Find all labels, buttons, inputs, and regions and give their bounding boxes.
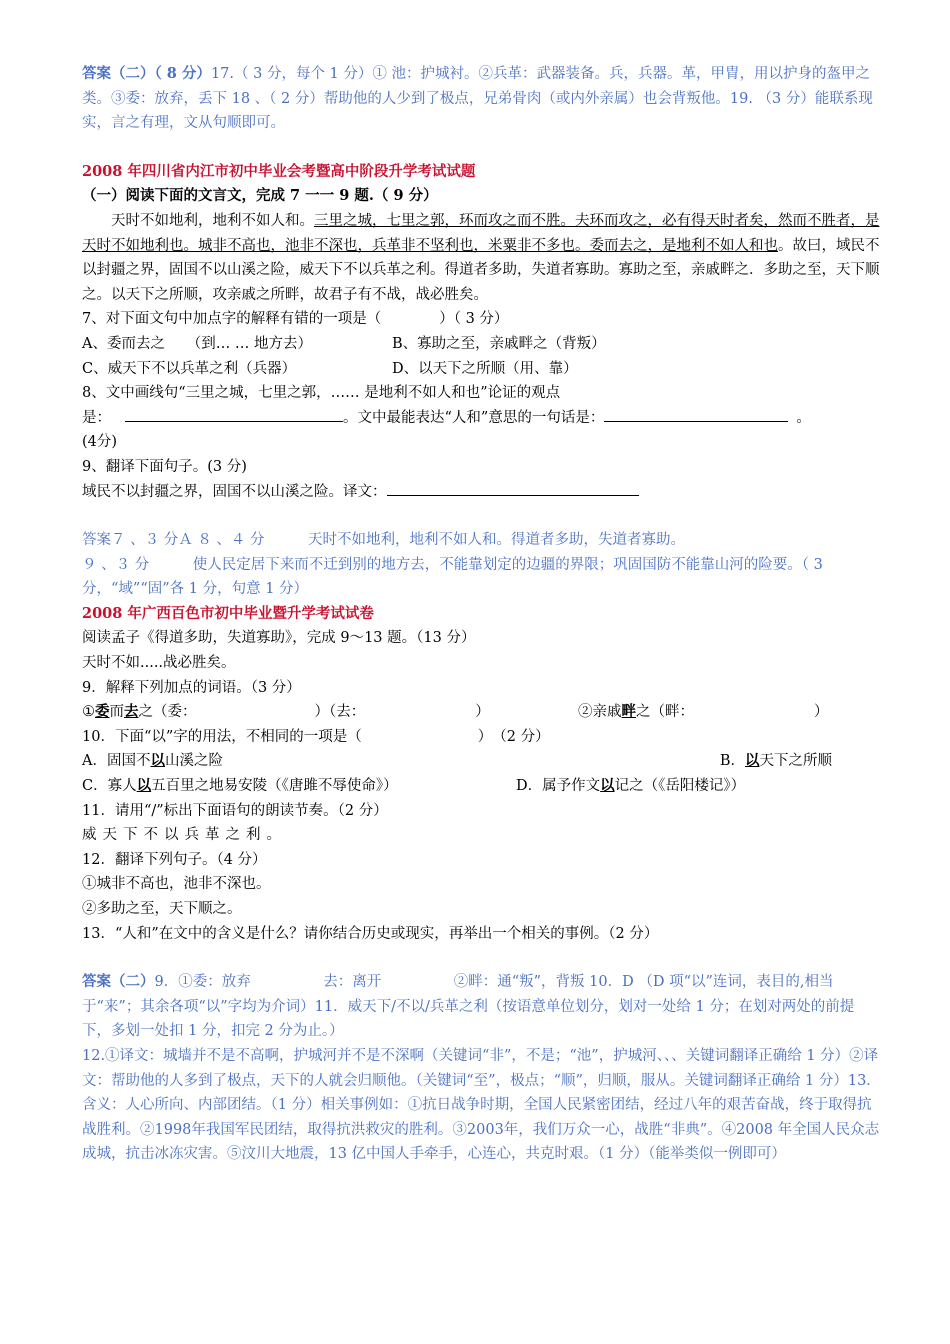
spacer xyxy=(82,946,882,970)
q10-option-b xyxy=(720,749,832,774)
q8-label-c: 。 xyxy=(796,409,811,426)
answer-block-3 xyxy=(82,970,882,1044)
option-text: 山溪之险 xyxy=(164,753,223,770)
q7-option-d: D、以天下之所顺（用、靠） xyxy=(392,360,578,377)
question-9: 9、翻译下面句子。(3 分) xyxy=(82,458,247,475)
answer-lead: 答案（二） xyxy=(82,973,155,991)
dotted-word: 去 xyxy=(124,703,139,721)
q9-items xyxy=(82,700,882,725)
question-12-item-1: ①城非不高也，池非不深也。 xyxy=(82,876,271,893)
question-8-line-1: 8、文中画线句“三里之城，七里之郭，…… 是地利不如人和也”论证的观点 xyxy=(82,385,561,402)
option-text: C．寡人 xyxy=(82,778,137,795)
q10-option-d xyxy=(516,774,745,799)
dotted-word: 畔 xyxy=(621,703,636,721)
option-text: A．固国不 xyxy=(82,753,151,770)
q10-options-row-1 xyxy=(82,749,832,774)
dotted-word: 以 xyxy=(136,777,152,795)
section-title-neijiang: 2008 年四川省内江市初中毕业会考暨高中阶段升学考试试题 xyxy=(82,162,476,180)
q7-option-b: B、寡助之至，亲戚畔之（背叛） xyxy=(392,335,606,352)
spacer xyxy=(82,136,882,160)
item-text: ②亲戚 xyxy=(578,704,622,721)
item-text: ） xyxy=(814,704,829,721)
q7-options-row-1 xyxy=(82,332,882,357)
item-text: ）（去： xyxy=(314,704,366,721)
item-text: 之（委： xyxy=(138,704,197,721)
q10-option-c xyxy=(82,774,516,799)
question-12-item-2: ②多助之至，天下顺之。 xyxy=(82,901,242,917)
option-text: 记之（《岳阳楼记》） xyxy=(614,778,746,795)
option-text: 天下之所顺 xyxy=(759,753,832,770)
question-13: 13．“人和”在文中的含义是什么？请你结合历史或现实，再举出一个相关的事例。（2 分） xyxy=(82,925,659,942)
question-9-sentence xyxy=(82,480,882,505)
q9-sentence-text: 域民不以封疆之界，固国不以山溪之险。译文： xyxy=(82,483,387,500)
question-9-baise: 9．解释下列加点的词语。（3 分） xyxy=(82,679,301,696)
q9-item-1 xyxy=(82,700,578,725)
item-text: 之（畔： xyxy=(636,704,694,721)
q8-label-a: 是： xyxy=(82,409,111,426)
question-7: 7、对下面文句中加点字的解释有错的一项是（ ）（ 3 分） xyxy=(82,311,509,328)
question-12: 12．翻译下列句子。（4 分） xyxy=(82,851,267,868)
option-text: 五百里之地易安陵（《唐雎不辱使命》） xyxy=(151,778,398,795)
q7-option-a: A、委而去之 （到… … 地方去） xyxy=(82,335,312,352)
dotted-word: 以 xyxy=(745,752,760,770)
question-8-score: (4分) xyxy=(82,434,118,451)
excerpt-range: 天时不如.....战必胜矣。 xyxy=(82,655,236,672)
item-text: ） xyxy=(475,704,490,721)
spacer xyxy=(82,504,882,528)
answer-lead: 答案（二）（ 8 分） xyxy=(82,65,211,82)
answer-blank[interactable] xyxy=(604,407,788,422)
answer-text: 17.（ 3 分，每个 1 分）① 池：护城衬。②兵革：武器装备。兵，兵器。革，甲胄，用以护身的盔甲之类。③委：放弃，丢下 18 、（ 2 分）帮助他的人少到了极点，兄弟骨肉（或内外亲属）也会背叛他。19. （3 分）能联系现实，言之有理，文从句顺即可。 xyxy=(82,66,873,132)
option-text: B． xyxy=(719,753,745,770)
dotted-word: 委 xyxy=(95,703,110,721)
answer-text: 9．①委：放弃 去：离开 ②畔：通“叛”，背叛 10．D （D 项“以”连词，表目的,相当于“来”；其余各项“以”字均为介词）11．威天下/不以/兵革之利（按语意单位划分，划对一处给 1 分；在划对两处的前提下，多划一处扣 1 分，扣完 2 分为止。） xyxy=(82,974,855,1040)
q7-option-c: C、威天下不以兵革之利（兵器） xyxy=(82,360,297,377)
passage-part-a: 天时不如地利，地利不如人和。 xyxy=(111,212,314,229)
question-11: 11．请用“/”标出下面语句的朗读节奏。（2 分） xyxy=(82,802,388,819)
answer-blank[interactable] xyxy=(125,407,343,422)
dotted-word: 以 xyxy=(600,777,615,795)
answer-block-1 xyxy=(82,62,882,136)
answer-block-2-line-1: 答案７ 、３ 分Ａ ８ 、４ 分 天时不如地利，地利不如人和。得道者多助，失道者寡助。 xyxy=(82,532,686,549)
question-8-line-2 xyxy=(82,406,882,431)
passage-part-b: 。故曰，域民不以封疆之界，固国不以山溪之险，威天下不以兵革之利。得道者多助，失道者寡助。寡助之至，亲戚畔之．多助之至，天下顺之。以天下之所顺，攻亲戚之所畔，故君子有不战，战必胜矣。 xyxy=(82,237,880,303)
dotted-word: 以 xyxy=(150,752,165,770)
q10-options-row-2 xyxy=(82,774,882,799)
document-page xyxy=(82,62,882,1167)
answer-block-2-line-2: ９ 、３ 分 使人民定居下来而不迁到别的地方去，不能靠划定的边疆的界限；巩固国防不能靠山河的险要。（ 3 分，“域”“固”各 1 分，句意 1 分） xyxy=(82,556,823,598)
item-number: ① xyxy=(82,704,95,721)
reading-intro: 阅读孟子《得道多助，失道寡助》，完成 9～13 题。（13 分） xyxy=(82,630,476,647)
answer-block-3-cont: 12.①译文：城墙并不是不高啊，护城河并不是不深啊（关键词“非”，不是；“池”，护城河、、、关键词翻译正确给 1 分）②译文：帮助他的人多到了极点，天下的人就会归顺他。（关键词“至”，极点；“顺”，归顺，服从。关键词翻译正确给 1 分）13．含义：人心所向、内部团结。（1 分）相关事例如：①抗日战争时期，全国人民紧密团结，经过八年的艰苦奋战，终于取得抗战胜利。②1998年我国军民团结，取得抗洪救灾的胜利。③2003年，我们万众一心，战胜“非典”。④2008 年全国人民众志成城，抗击冰冻灾害。⑤汶川大地震，13 亿中国人手牵手，心连心，共克时艰。（1 分）（能举类似一例即可） xyxy=(82,1047,881,1163)
classical-passage xyxy=(82,209,882,307)
item-text: 而 xyxy=(109,704,124,721)
q8-label-b: 。文中最能表达“人和”意思的一句话是： xyxy=(343,409,605,426)
q7-options-row-2 xyxy=(82,357,882,382)
option-text: D．属予作文 xyxy=(516,778,601,795)
answer-blank[interactable] xyxy=(387,481,639,496)
q9-item-2 xyxy=(578,700,829,725)
question-10: 10．下面“以”字的用法，不相同的一项是（ ） （2 分） xyxy=(82,728,550,745)
section-instruction: （一）阅读下面的文言文，完成 7 一一 9 题.（ 9 分） xyxy=(82,187,438,205)
passage-underlined: 三里之城，七里之郭，环而攻之而不胜。夫环而攻之，必有得天时者矣，然而不胜者，是天时不如地利也。城非不高也，池非不深也，兵革非不坚利也，米粟非不多也。委而去之，是地利不如人和也 xyxy=(82,212,880,254)
question-11-sentence: 威天下不以兵革之利。 xyxy=(82,827,287,844)
section-title-baise: 2008 年广西百色市初中毕业暨升学考试试卷 xyxy=(82,604,374,622)
q10-option-a xyxy=(82,749,223,774)
